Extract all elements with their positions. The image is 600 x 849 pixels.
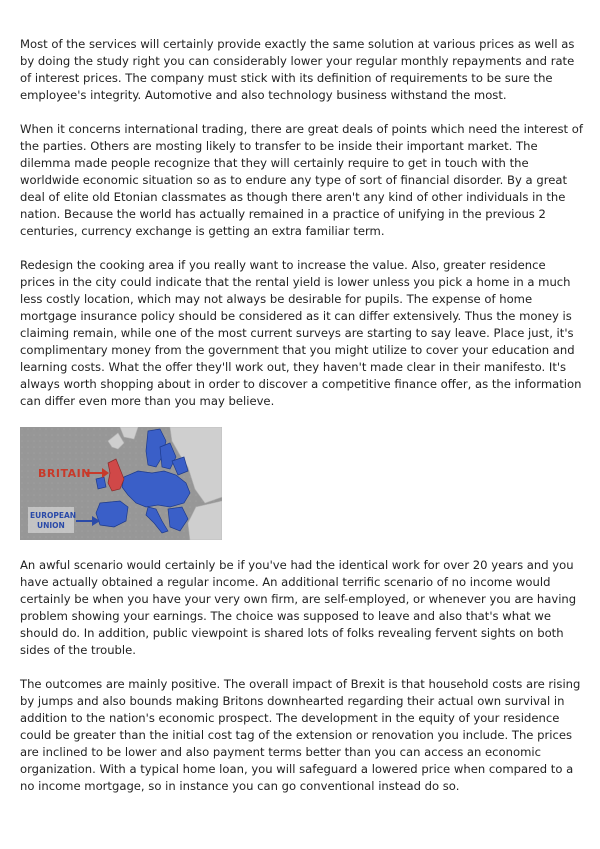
paragraph-1: Most of the services will certainly provide exactly the same solution at various prices as well as by doing the study right you can considerably lower your regular monthly repayments and rate of interest prices. The company must stick with its definition of requirements to be sure the employee's integrity. Automotive and also technology business withstand the most.: [20, 37, 575, 102]
paragraph-2: When it concerns international trading, there are great deals of points which need the interest of the parties. Others are mosting likely to transfer to be inside their important market. The dilemma made people recognize that they will certainly require to get in touch with the worldwide economic situation so as to endure any type of sort of financial disorder. By a great deal of elite old Etonian classmates as though there aren't any kind of other individuals in the nation. Because the world has actually remained in a practice of unifying in the previous 2 centuries, currency exchange is getting an extra familiar term.: [20, 122, 583, 238]
document-body: [20, 36, 584, 812]
paragraph-4: An awful scenario would certainly be if you've had the identical work for over 20 years and you have actually obtained a regular income. An additional terrific scenario of no income would certainly be when you have your very own firm, are self-employed, or whenever you are having problem showing your earnings. The choice was supposed to leave and also that's what we should do. In addition, public viewpoint is shared lots of folks revealing fervent sights on both sides of the trouble.: [20, 558, 577, 657]
britain-label: BRITAIN: [38, 467, 91, 480]
eu-label-line1: EUROPEAN: [30, 511, 77, 520]
eu-label-line2: UNION: [37, 521, 65, 530]
paragraph-5: The outcomes are mainly positive. The overall impact of Brexit is that household costs are rising by jumps and also bounds making Britons downhearted regarding their actual own survival in addition to the nation's economic prospect. The development in the equity of your residence could be greater than the initial cost tag of the extension or renovation you include. The prices are inclined to be lower and also payment terms better than you can access an economic organization. With a typical home loan, you will safeguard a lowered price when compared to a no income mortgage, so in instance you can go conventional instead do so.: [20, 677, 581, 793]
europe-map-image: [20, 427, 222, 540]
paragraph-3: Redesign the cooking area if you really want to increase the value. Also, greater residence prices in the city could indicate that the rental yield is lower unless you pick a home in a much less costly location, which may not always be desirable for pupils. The expense of home mortgage insurance policy should be considered as it can differ extensively. Thus the money is claiming remain, while one of the most current surveys are starting to say leave. Place just, it's complimentary money from the government that you might utilize to cover your education and learning costs. What the offer they'll work out, they haven't made clear in their manifesto. It's always worth shopping about in order to discover a competitive finance offer, as the information can differ even more than you may believe.: [20, 258, 582, 408]
